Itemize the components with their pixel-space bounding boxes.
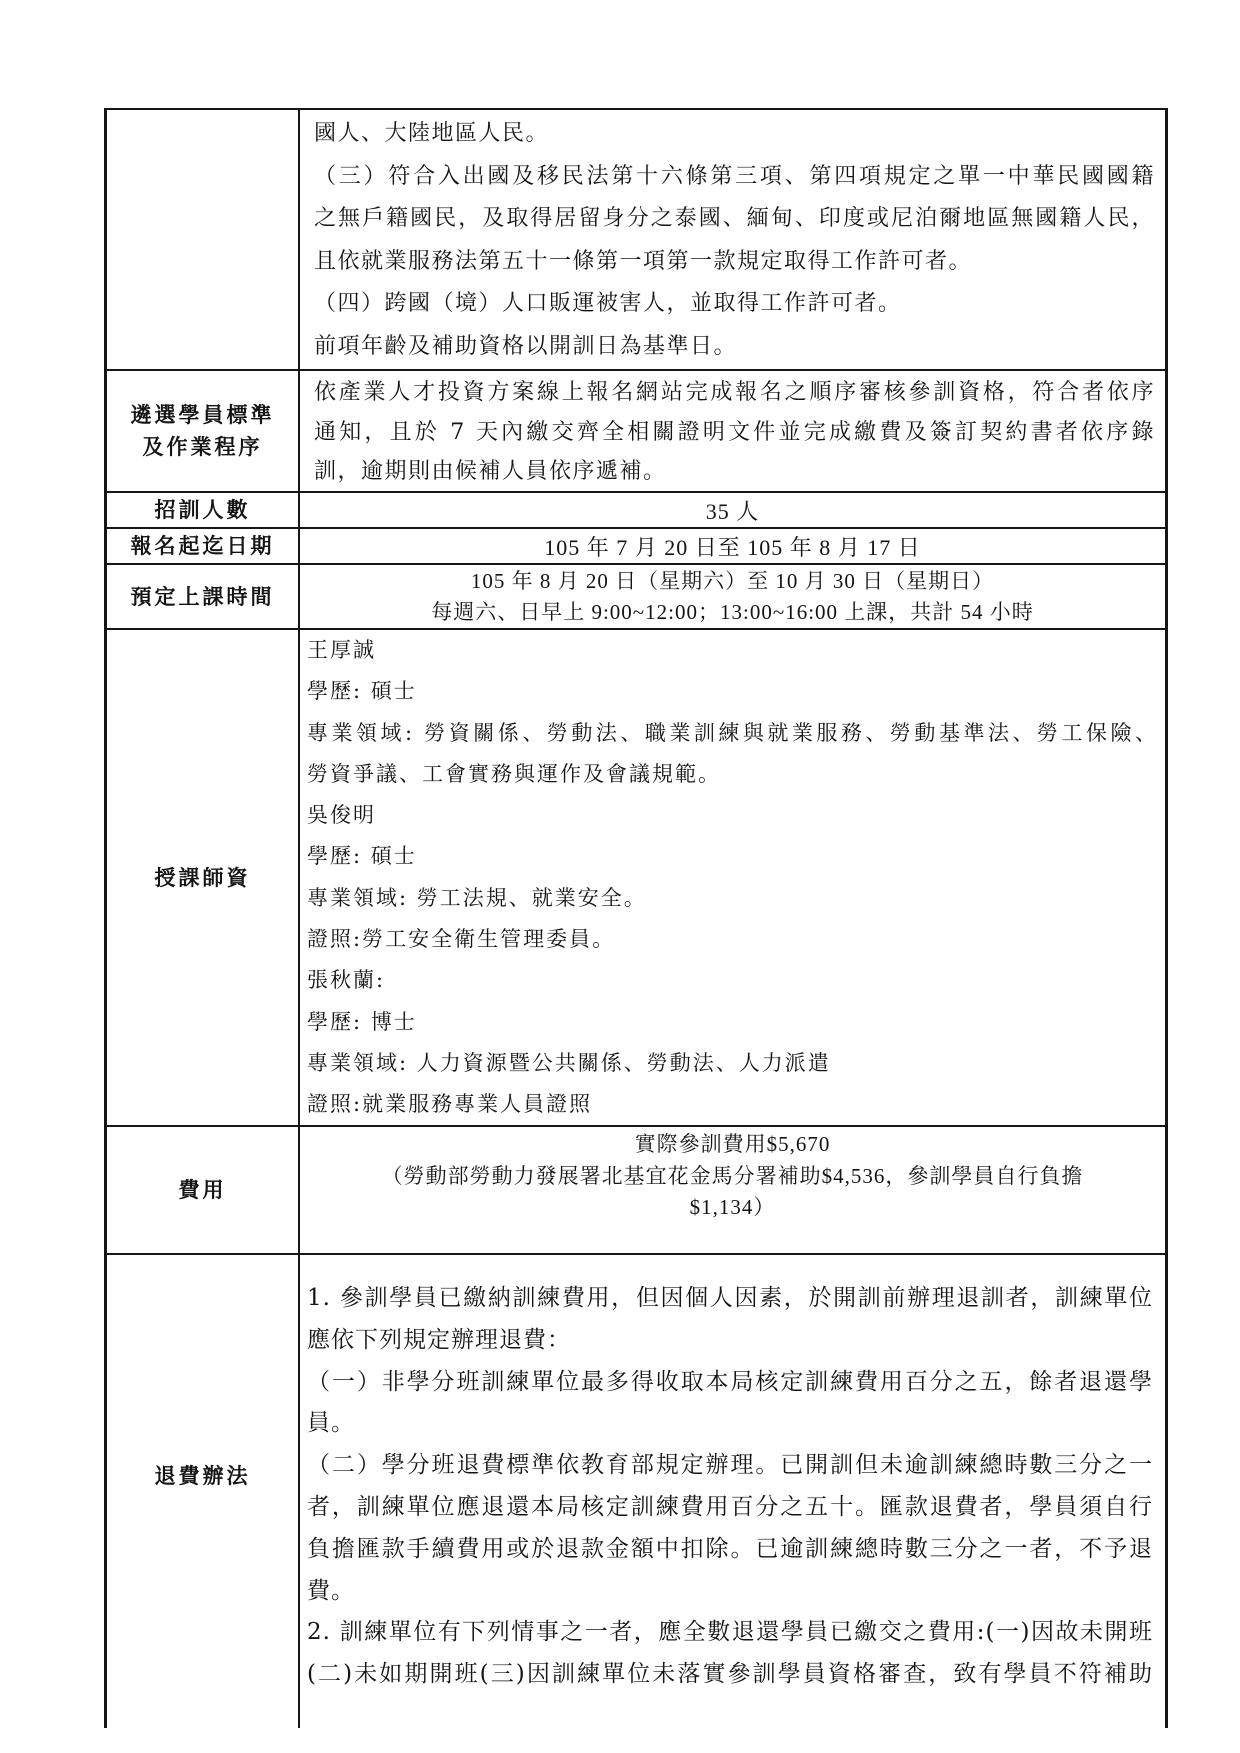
selection-criteria-row	[107, 369, 1165, 491]
text-line: 2. 訓練單位有下列情事之一者，應全數退還學員已繳交之費用:(一)因故未開班	[307, 1619, 1153, 1646]
fees-label	[107, 1127, 300, 1253]
enrollment-row	[107, 491, 1165, 527]
course-info-table	[104, 108, 1168, 1728]
fee-subsidy: （勞動部勞動力發展署北基宜花金馬分署補助$4,536，參訓學員自行負擔	[381, 1163, 1084, 1188]
label-line: 招訓人數	[154, 497, 251, 522]
class-schedule-row	[107, 563, 1165, 628]
class-schedule-label	[107, 565, 300, 628]
label-line: 遴選學員標準	[130, 402, 275, 427]
refund-policy-row	[107, 1253, 1165, 1728]
fees-text	[300, 1127, 1165, 1253]
text-line: （四）跨國（境）人口販運被害人，並取得工作許可者。	[314, 291, 902, 317]
empty-label-cell	[107, 110, 300, 369]
instructor-expertise: 專業領域: 人力資源暨公共關係、勞動法、人力派遣	[307, 1050, 831, 1075]
instructor-expertise: 專業領域: 勞資關係、勞動法、職業訓練與就業服務、勞動基準法、勞工保險、	[307, 720, 1158, 745]
schedule-hours: 每週六、日早上 9:00~12:00；13:00~16:00 上課，共計 54 小時	[431, 599, 1034, 624]
instructor-license: 證照:就業服務專業人員證照	[307, 1092, 593, 1117]
text-line: 員。	[307, 1410, 355, 1437]
enrollment-value	[300, 493, 1165, 527]
class-schedule-value	[300, 565, 1165, 628]
label-line: 及作業程序	[142, 434, 263, 459]
instructors-text	[300, 630, 1165, 1125]
schedule-dates: 105 年 8 月 20 日（星期六）至 10 月 30 日（星期日）	[470, 568, 995, 593]
eligibility-text	[300, 110, 1165, 369]
label-line: 報名起迄日期	[130, 533, 275, 558]
text-line: （三）符合入出國及移民法第十六條第三項、第四項規定之單一中華民國國籍	[314, 163, 1155, 189]
instructor-license: 證照:勞工安全衛生管理委員。	[307, 927, 616, 952]
fees-row	[107, 1125, 1165, 1253]
label-line: 退費辦法	[154, 1462, 251, 1488]
text-line: 負擔匯款手續費用或於退款金額中扣除。已逾訓練總時數三分之一者，不予退	[307, 1535, 1153, 1562]
eligibility-continued-row	[107, 108, 1165, 369]
registration-period-value	[300, 529, 1165, 563]
text-line: 依產業人才投資方案線上報名網站完成報名之順序審核參訓資格，符合者依序	[314, 380, 1155, 405]
text-line: 1. 參訓學員已繳納訓練費用，但因個人因素，於開訓前辦理退訓者，訓練單位	[307, 1285, 1153, 1311]
text-line: （二）學分班退費標準依教育部規定辦理。已開訓但未逾訓練總時數三分之一	[307, 1452, 1153, 1479]
instructor-expertise: 專業領域: 勞工法規、就業安全。	[307, 885, 647, 910]
selection-criteria-text	[300, 371, 1165, 491]
text-line: 費。	[307, 1577, 355, 1604]
text-line: (二)未如期開班(三)因訓練單位未落實參訓學員資格審查，致有學員不符補助	[307, 1661, 1153, 1688]
refund-policy-label	[107, 1255, 300, 1728]
enrollment-count: 35 人	[705, 498, 760, 524]
label-line: 預定上課時間	[130, 583, 275, 609]
text-line: （一）非學分班訓練單位最多得收取本局核定訓練費用百分之五，餘者退還學	[307, 1368, 1153, 1395]
instructor-name: 張秋蘭:	[307, 968, 386, 993]
instructor-name: 吳俊明	[307, 803, 376, 828]
selection-criteria-label	[107, 371, 300, 491]
label-line: 費用	[178, 1177, 227, 1202]
text-line: 訓，逾期則由候補人員依序遞補。	[314, 459, 667, 484]
refund-policy-text	[300, 1255, 1165, 1728]
instructor-expertise: 勞資爭議、工會實務與運作及會議規範。	[307, 761, 721, 786]
text-line: 前項年齡及補助資格以開訓日為基準日。	[314, 333, 738, 359]
text-line: 應依下列規定辦理退費：	[307, 1326, 571, 1353]
text-line: 國人、大陸地區人民。	[314, 121, 550, 146]
registration-period-row	[107, 527, 1165, 563]
instructor-education: 學歷: 碩士	[307, 679, 417, 704]
text-line: 通知，且於 7 天內繳交齊全相關證明文件並完成繳費及簽訂契約書者依序錄	[314, 419, 1155, 445]
fee-self-paid: $1,134）	[689, 1195, 776, 1219]
registration-dates: 105 年 7 月 20 日至 105 年 8 月 17 日	[544, 534, 921, 560]
label-line: 授課師資	[154, 864, 251, 890]
instructors-row	[107, 628, 1165, 1125]
instructor-education: 學歷: 博士	[307, 1009, 417, 1034]
text-line: 且依就業服務法第五十一條第一項第一款規定取得工作許可者。	[314, 248, 973, 274]
instructor-education: 學歷: 碩士	[307, 844, 417, 869]
instructor-name: 王厚誠	[307, 638, 376, 662]
text-line: 之無戶籍國民，及取得居留身分之泰國、緬甸、印度或尼泊爾地區無國籍人民，	[314, 206, 1155, 232]
registration-period-label	[107, 529, 300, 563]
enrollment-label	[107, 493, 300, 527]
text-line: 者，訓練單位應退還本局核定訓練費用百分之五十。匯款退費者，學員須自行	[307, 1493, 1153, 1520]
instructors-label	[107, 630, 300, 1125]
actual-fee: 實際參訓費用$5,670	[634, 1132, 831, 1156]
